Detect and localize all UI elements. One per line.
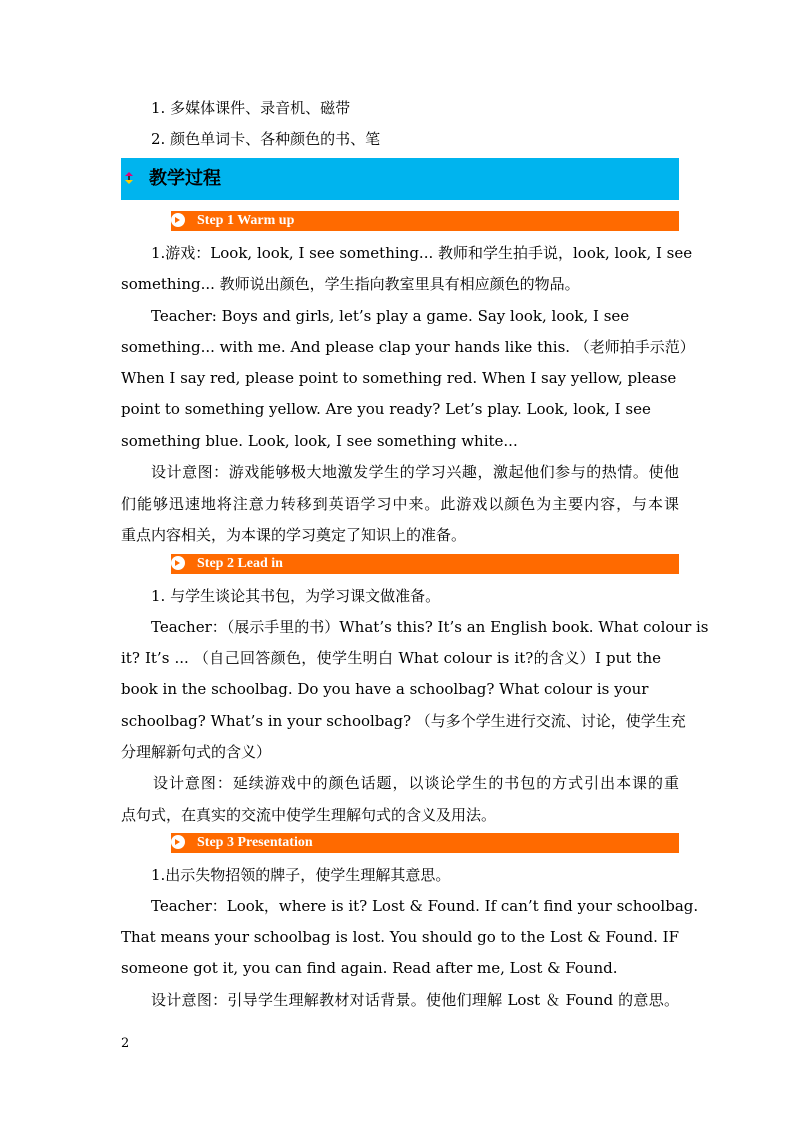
- step3-line-2: Teacher：Look，where is it? Lost & Found. If can’t find your schoolbag.: [151, 897, 699, 915]
- step3-line-1: 1.出示失物招领的牌子，使学生理解其意思。: [151, 866, 451, 884]
- step3-line-5: 设计意图：引导学生理解教材对话背景。使他们理解 Lost ＆ Found 的意思。: [151, 991, 679, 1009]
- step2-line-8: 点句式，在真实的交流中使学生理解句式的含义及用法。: [121, 806, 497, 824]
- page-number: 2: [121, 1036, 130, 1051]
- step2-line-2: Teacher：（展示手里的书）What’s this? It’s an English book. What colour is: [151, 618, 709, 636]
- step1-line-6: point to something yellow. Are you ready? Let’s play. Look, look, I see: [121, 400, 651, 418]
- step-3-title: Step 3 Presentation: [197, 835, 313, 850]
- step2-line-6: 分理解新句式的含义）: [121, 743, 272, 761]
- section-title: 教学过程: [149, 168, 221, 189]
- step1-line-7: something blue. Look, look, I see something white...: [121, 432, 518, 450]
- step2-line-4: book in the schoolbag. Do you have a schoolbag? What colour is your: [121, 680, 649, 698]
- step3-line-4: someone got it, you can find again. Read after me, Lost & Found.: [121, 959, 618, 977]
- step2-line-7: 设计意图：延续游戏中的颜色话题，以谈论学生的书包的方式引出本课的重: [153, 774, 679, 792]
- step-1-header: [171, 211, 679, 231]
- step1-line-5: When I say red, please point to something red. When I say yellow, please: [121, 369, 677, 387]
- play-circle-icon: [171, 213, 185, 227]
- play-circle-icon: [171, 556, 185, 570]
- step3-line-3: That means your schoolbag is lost. You should go to the Lost & Found. IF: [121, 928, 679, 946]
- step2-line-5: schoolbag? What’s in your schoolbag? （与多个学生进行交流、讨论，使学生充: [121, 712, 686, 730]
- step-2-header: [171, 554, 679, 574]
- step1-line-4: something... with me. And please clap your hands like this. （老师拍手示范）: [121, 338, 695, 356]
- step1-line-9: 们能够迅速地将注意力转移到英语学习中来。此游戏以颜色为主要内容，与本课: [121, 495, 679, 513]
- arrows-icon: [124, 172, 134, 184]
- step-3-header: [171, 833, 679, 853]
- step1-line-2: something... 教师说出颜色，学生指向教室里具有相应颜色的物品。: [121, 275, 580, 293]
- material-item-1: 1. 多媒体课件、录音机、磁带: [151, 99, 351, 117]
- material-item-2: 2. 颜色单词卡、各种颜色的书、笔: [151, 130, 381, 148]
- step1-line-10: 重点内容相关，为本课的学习奠定了知识上的准备。: [121, 526, 467, 544]
- play-circle-icon: [171, 835, 185, 849]
- step1-line-1: 1.游戏：Look, look, I see something... 教师和学生拍手说，look, look, I see: [151, 244, 693, 262]
- step-2-title: Step 2 Lead in: [197, 556, 283, 571]
- section-header-bar: [121, 158, 679, 200]
- step1-line-8: 设计意图：游戏能够极大地激发学生的学习兴趣，激起他们参与的热情。使他: [151, 463, 679, 481]
- step-1-title: Step 1 Warm up: [197, 213, 295, 228]
- step1-line-3: Teacher: Boys and girls, let’s play a game. Say look, look, I see: [151, 307, 630, 325]
- step2-line-3: it? It’s ... （自己回答颜色，使学生明白 What colour is it?的含义）I put the: [121, 649, 661, 667]
- step2-line-1: 1. 与学生谈论其书包，为学习课文做准备。: [151, 587, 441, 605]
